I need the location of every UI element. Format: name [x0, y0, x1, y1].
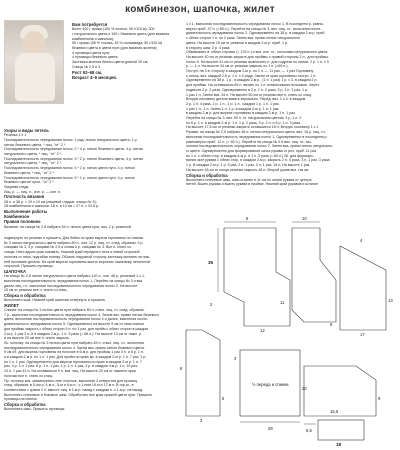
text-line: Лицевая гладь — [4, 184, 29, 189]
text-line: полняя последовательность чередования полос 2. Затем вяз. прямо нитью натурально- — [186, 144, 334, 149]
label-low-3: 20 — [302, 386, 307, 391]
text-line: Вторую половину детали вязать зеркально. Перед: вяз. 1 х 4, в каждом — [186, 97, 306, 102]
text-line: р. — 1 п. На высоте 44 см от резинки закрыть по 1 п. (=69 п.). — [186, 64, 289, 69]
text-line: по 6 р. 1 п. в каждом 2-м р. 1 п. 1 р. 2 раза, 3 р. 2 п. и 6 р. 1 п. 3 раза. — [186, 120, 302, 125]
text-line: бежевого цвета, * лиц. "от" 2 *. — [4, 170, 55, 175]
text-line: Одновременно на 38 р. 1 р., в каждом 2-м р., (1 п. 1 раз) 1 р. х 3, в каждом 2 р. — [186, 78, 318, 83]
vest-back-outline — [304, 366, 376, 416]
label-left-b: 5 — [222, 396, 225, 401]
text-line: полочки все п. снять со спиц. — [4, 373, 53, 378]
diagram-note: ½ переда и спинки — [252, 382, 289, 387]
text-line: Отступ: на 3 в. сторону в каждом 2-м р. по 1 п. — 11 раз, — 1 раз Горловину — [186, 69, 314, 74]
text-line: с обеих сторон 1 п. по 2 раза. Затем вяз. прямо нитью натурального — [186, 36, 301, 41]
baby-head-illustration — [23, 31, 45, 53]
text-line: На высоте 17,5 см от резинки закрыть оставшиеся 18 п. Вторую половину 1 х 1 — [186, 125, 319, 130]
section-heading: Выполнение работы — [4, 208, 48, 214]
text-line: го цвета. Одновременно для формирования скоса рукава от рез. приб. 11 раз — [186, 148, 317, 153]
section-heading: Узоры и виды петель — [4, 128, 49, 133]
text-line: для проймы. На оставшихся 69 п. вязать по 1 п. изнаночными полосами. Через — [186, 83, 319, 88]
patterns-block — [4, 128, 180, 229]
label-low-4: 9 — [378, 396, 381, 401]
text-line: 50 г пряжи (55 % хлопка, 45 % полиамида; 50 г/152 м) — [72, 41, 163, 46]
materials-block — [72, 22, 178, 80]
text-line: спицы. Нить вдоль края сшивать. Нижний край переднего тела и левой стороной — [4, 250, 140, 255]
text-line: Перейти на спицы № 3, вяз. 50 п. гл. натуральным цветом, 3 р. 1 п. 2 — [186, 116, 302, 121]
text-line: пуговицы на спинке. — [4, 397, 38, 402]
text-line: цвета, выполняя последовательность чередования полос 4 и далее, выполняя после- — [4, 317, 149, 322]
text-line: Выполнить плечевые и боковые швы. Обработать все края пряжей цвета нуги. Пришить — [4, 392, 153, 397]
text-line: 2 р. 1 п. 4 раза, 2 р. 1 п., 1 р. 1 п., каждом 1 р. 1 п. 1 раз. — [186, 101, 280, 106]
section-heading: Вам потребуется — [72, 22, 108, 27]
text-line: соответствии с краем 2 п. вместе лиц. в 1-м р. накид с каждым п. с 1-м р. на накид. — [4, 388, 144, 392]
hat-vest-instructions — [4, 236, 180, 412]
text-line: довательность чередования полос 5. Одновременно на высоте 9 см от низа спинки — [4, 322, 144, 327]
label-low-2: 28 — [268, 426, 273, 431]
label-sleeve-h: 13 — [388, 298, 393, 303]
text-line: по 1 п. с обеих стор. в каждом 4-м р. и 1 п. 3 раза (= 80 п.) 26. для формиро- — [186, 153, 314, 158]
text-line: подвернуть по резинке и пришить. Для бейки по краю выреза горловины по отвязы — [4, 236, 144, 240]
label-left-w: 3 — [200, 418, 203, 423]
section-heading: Плотность вязания — [4, 194, 45, 200]
text-line: раз, 3 р. 1 п. 1 раз, 6 р. 1 п. 1 раз. 1 р. 1 п. 1 раз, 3 р. в каждом 4-м р. 1 п. 10 раз, — [4, 364, 138, 369]
text-line: след. образом: в 5-ом р. 4-м п., 5-м и 6-м п., с 1-ним 16-м и 17-м п. В гор.ш., в — [4, 383, 134, 388]
text-line: по 1 п. 1 раз. Одновременно для выреза горловины по краю в каждом 2-м р. 1 п. 7 — [4, 359, 142, 364]
text-line: Выполнить швы. Пришить пуговицы. — [4, 407, 66, 412]
text-line: 1 х 1, выполняя последовательность чередования полос 1. В последнем р. равно- — [186, 22, 324, 26]
text-line: 10 п. 1 раз 41 п. На оставшихся 9 п. вяз. лиц. На высоте 20 см от нижнего края — [4, 369, 136, 374]
text-line: 1 раз 1 п. Затем вяз. 34 п. На высоте 50 см от резинки все п. снять со спиц. — [186, 92, 312, 97]
text-line: полочек от низа, подгибая планку. Обшить наружной сторону застежку-молнию на ниж- — [4, 254, 151, 259]
pattern-diagram — [180, 210, 400, 448]
text-line: последовательность чередования полос 4. Затем вяз. прямо нитью бежевого цвета. — [4, 345, 145, 350]
label-box-w: 18 — [336, 442, 342, 447]
label-front-h: 11 — [280, 300, 285, 305]
collar-outline — [318, 420, 364, 440]
text-line: бежевого цвета и цвета нуги (для вязания жилета); — [72, 46, 158, 51]
text-line: 28 комбинезона и шапочки: 18 п. и 10 см = 27 п. х 33,5 р. — [4, 204, 99, 209]
text-line: Обвязывать в. обеих случаях (= 176 п.) и вяз. изн. гл., полосами натурального цвета. — [186, 50, 329, 55]
text-line: в сторону шва: 2 р. 4 раза. — [186, 45, 231, 50]
section-heading: Правая половина — [4, 219, 41, 225]
text-line: Застежка-молния белого цвета длиной 30 см; — [72, 60, 149, 65]
text-line: выполняя последовательность чередования полос 1. Одновременно в последнем р. — [186, 134, 328, 139]
text-line: ней половине детали. На край выреза горловины вшить воротник наизнанку петельной — [4, 259, 151, 264]
vest-front-outline — [186, 330, 220, 416]
text-line: Лиц. р. — лиц. п., изн. р. — изн. п. — [4, 189, 61, 194]
page-title: комбинезон, шапочка, жилет — [125, 4, 275, 15]
sleeve-outline — [340, 246, 386, 330]
text-line: натурального цвета, * лиц. "от" 2 *. — [4, 152, 62, 157]
text-line: 1 р. В каждом 2-м р. 1 р. 5 раз, 2 п. 1 раз, 3 п. 1 раз. 34 п. На высоте 1 раз. — [186, 163, 311, 168]
section-heading: ЖИЛЕТ — [4, 302, 20, 308]
text-line: На высоте 18 см от конца резинки закрыть 48 п. Второй рукав вяз. так же. — [186, 167, 310, 172]
label-sleeve-top: 4 — [360, 238, 363, 243]
section-heading: Возраст 4–6 месяцев. — [72, 74, 117, 80]
instructions-col-2 — [186, 22, 396, 187]
label-top-b: 10 — [302, 216, 307, 221]
section-heading: Сборка и обработка — [4, 402, 46, 408]
text-line: комбинезона и шапочки); — [72, 36, 114, 41]
text-line: цвета. На высоте 15 см от резинки в каждом 2-м р. приб. 1 р. — [186, 40, 289, 45]
text-line: 15 см от резинки все п. снять со спиц. — [4, 288, 68, 293]
text-line: № 3 нитью натурального цвета набрать 80 п., изн. 12 р. лиц. гл. след. образом: 3 р. — [4, 240, 144, 245]
text-line: Лк: полочку: на спицы № 3 нитью цвета нуги набрать 45 п. и вяз. лиц. гл., выполняя — [4, 340, 144, 345]
garment-photo — [4, 20, 64, 104]
text-line: 7 р., выполняя последовательность чередования полос 4. Затем вяз. прямо нитью бежевого — [4, 312, 159, 317]
text-line: Последовательность чередования полос: 2 * 4 р. нитью бежевого цвета, 4 р. нитью — [4, 147, 144, 152]
text-line: г натурального цвета и 100 г бежевого цвета (для вязания — [72, 31, 170, 36]
label-left-h: 8 — [180, 366, 183, 371]
baby-jumpsuit-illustration — [15, 53, 55, 101]
label-body-w2: 6,5 — [306, 428, 312, 433]
text-line: Всего 400 г пряжи (100 % хлопок; 50 г/115 м): 300 — [72, 27, 155, 32]
text-line: Выполнить плечевые швы, швы штанин и 11 см по линии рукава от центра — [186, 177, 312, 182]
text-line: и в каждом 2-м р. по 1 п. 1 раз. Для пройм по краю вр. в каждом 2-м р. 1 п. 7 раз, 3 р. — [4, 355, 147, 360]
text-line: 28 п. и 36 р. = 10 х 10 см (лицевой гладью, спицы № 3); — [4, 199, 97, 204]
section-heading: Сборка и обработка — [186, 172, 228, 178]
text-line: 9 см об. для выреза горловины на полочке в 5-м р. для проймы 1 раз 3 п. и 6 р. 1 п. — [4, 350, 144, 355]
label-body-w: 16,5 — [330, 409, 339, 414]
text-line: На спицы № 2,5 нитью натурального цвета набрать 120 п., изн. 48 р. резинкой 1 х 1, — [4, 274, 145, 279]
text-line: стороной. Пришить пуговицы. — [4, 264, 54, 269]
label-mid-2: 2 — [210, 302, 213, 307]
text-line: 4 пуговицы бежевого цвета; — [72, 55, 119, 60]
text-line: 1 раз 1 п., 1 п. Затем 1 п. 1 р. в каждом 2-м р. 1 п. 1 раз. — [186, 106, 280, 111]
text-line: Последовательность чередования полос: 4 * 2 р. нитью цвета нуги, 4 р. нитью — [4, 166, 135, 171]
text-line: далее лиц. гл., выполняя последовательность чередования полос 2. На высоте — [4, 283, 138, 288]
label-front-w: 12 — [260, 328, 265, 333]
text-line: нитью бежевого цвета, * лиц. "от" 2 *. — [4, 142, 67, 147]
text-line: На высоте 40 см от резинки закрыть для проймы с правой стороны 2 п., для проймы: — [186, 54, 329, 59]
text-line: Выполнить шов. Нижний край шапочки отвернуть и пришить. — [4, 298, 107, 303]
text-line: Спинка: на спицы № 3 нитью цвета нуги набрать 80 п. и вяз. лиц. гл. след. образом: — [4, 308, 145, 313]
jumpsuit-half-outline — [224, 228, 290, 326]
jumpsuit-back-outline — [292, 228, 336, 322]
section-heading: Рост 62–68 см. — [72, 69, 103, 75]
text-line: равномерно приб. 12 п. (= 60 п.). Перейти на спицы № 3 и вяз. лиц. гл., вы- — [186, 139, 312, 144]
text-line: спицами № 3, 3 р. спицами № 2,5 и снова 3 р. спицами № 3. Все п. снять со — [4, 245, 132, 250]
pattern-diagram-svg — [180, 210, 400, 448]
text-line: полос 5. На высоте 41 см от резинки выключить п. для подреза по линии: 2 р. 1 п. х 3 — [186, 59, 329, 64]
label-top-a: 8 — [246, 216, 249, 221]
text-line: Последовательность чередования полос: 5 * 1 р. нитью цвета нуги, 4 р. нитью — [4, 175, 135, 180]
text-line: мерно приб. 37 п. (=85 п.). Перейти на спицы № 3, вяз. лиц. гл., выполняя после- — [186, 26, 322, 31]
text-line: Вязание: на спицы № 2,5 набрать 54 п. нитью цвета нуги, вяз. 2 р. резинкой — [4, 224, 131, 229]
text-line: для проймы закрыть с обеих сторон 5 п. по 1 раз, для пройм с обеих сторон в каждом — [4, 326, 149, 331]
text-line: вания окат рукава с обеих стор. в каждом 2-м р. закрыть 2 п. 4 раза, 3 п. 1 раз, 3 раза — [186, 158, 330, 163]
label-sleeve-b: 6 — [330, 322, 333, 327]
text-line: бежевого цвета* прол. "от" 2 *. — [4, 180, 55, 185]
label-mid-1: 35 — [208, 260, 214, 265]
text-line: и на высоте 20 см все п. снять закрыть. — [4, 336, 71, 341]
text-line: 4 пуговицы цвета нуги; — [72, 50, 111, 55]
text-line: в каждом 2-м р. для выреза горловины в каждом 2-м р. 1 п. 1 раз. — [186, 111, 296, 116]
section-heading: Комбинезон — [4, 214, 30, 220]
text-line: Пр. полочку вяз. симметрично лев. полочке, выполняя 4 отверстия для пуговиц — [4, 378, 138, 383]
text-line: Резинка 1 х 1 — [4, 133, 27, 138]
text-line: 2-м р. 1 раз 3 п. и в каждом 2-м р. 1 п. 3 раза (= 68 п.). На высоте 13 см от нижн. р. — [4, 331, 143, 336]
text-line: Последовательность чередования полос: 1 ряд. нитью натурального цвета, 1 р. — [4, 137, 138, 142]
label-sleeve-w: 17 — [360, 332, 365, 337]
label-low-1: 3 — [234, 356, 237, 361]
text-line: Рукава: на спицы № 2,5 набрать 48 п. нитью натурального цвета, вяз. 18 р. лиц. гл., — [186, 130, 327, 135]
text-line: Последовательность чередования полос: 3 * 2 р. нитью бежевого цвета, 4 р. нитью — [4, 156, 144, 161]
text-line: натурального цвета, * лиц. "от" 2 *. — [4, 161, 62, 166]
text-line: подвести 2 р. 2 раза. Одновременно в 3 р. 1 п. 2 раза, 3 р. 1 п. 1 раз. 1 р. — [186, 87, 308, 92]
text-line: к отлож. вяз. каждый 2-й р. 1 п. х 4 ряда. Затем от края горловины отступ. 1 п. — [186, 73, 317, 78]
text-line: нитей. Вшить рукава и вшить рукава в пройме. Нижний край рукавов и штанин — [186, 182, 318, 187]
section-heading: Сборка и обработка — [4, 292, 46, 298]
text-line: Спицы № 2,5 и 3. — [72, 64, 102, 69]
section-heading: ШАПОЧКА — [4, 268, 26, 274]
text-line: выполняя последовательность чередования полос 1. Перейти на спицы № 3 и вяз. — [4, 278, 144, 283]
text-line: довательность чередования полос 2. Одновременно на 38 р. в каждом 2-м р. приб. — [186, 31, 326, 36]
